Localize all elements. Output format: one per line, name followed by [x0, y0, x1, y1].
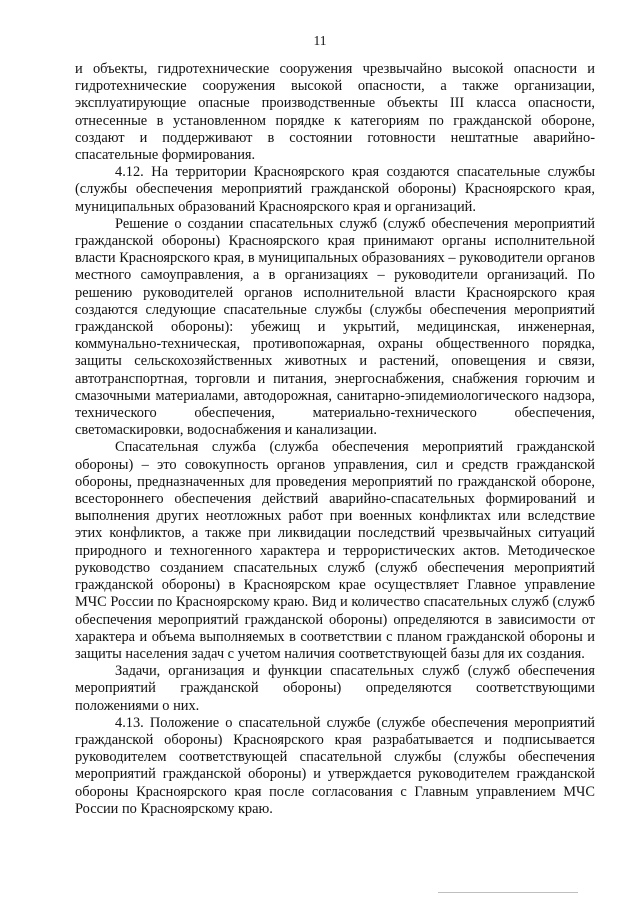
- paragraph-decision-creation: Решение о создании спасательных служб (служб обеспечения мероприятий гражданской обороны) Красноярского края принимают органы исполнительной власти Красноярского края, в муниципальных образованиях – руководители органов местного самоуправления, а в организациях – руководители организаций. По решению руководителей органов исполнительной власти Красноярского края создаются следующие спасательные службы (службы обеспечения мероприятий гражданской обороны): убежищ и укрытий, медицинская, инженерная, коммунально-техническая, противопожарная, охраны общественного порядка, защиты сельскохозяйственных животных и растений, оповещения и связи, автотранспортная, торговли и питания, энергоснабжения, снабжения горючим и смазочными материалами, автодорожная, санитарно-эпидемиологического надзора, технического обеспечения, материально-технического обеспечения, светомаскировки, водоснабжения и канализации.: [75, 215, 595, 439]
- page-number: 11: [313, 33, 327, 48]
- paragraph-4-12: 4.12. На территории Красноярского края создаются спасательные службы (службы обеспечения мероприятий гражданской обороны) Красноярского края, муниципальных образований Красноярского края и организаций.: [75, 164, 595, 215]
- document-body: [75, 61, 595, 818]
- paragraph-4-13: 4.13. Положение о спасательной службе (службе обеспечения мероприятий гражданской обороны) Красноярского края разрабатывается и подписывается руководителем соответствующей спасательной службы (службы обеспечения мероприятий гражданской обороны) и утверждается руководителем гражданской обороны Красноярского края после согласования с Главным управлением МЧС России по Красноярскому краю.: [75, 714, 595, 817]
- bottom-divider: [438, 892, 578, 893]
- paragraph-rescue-service-definition: Спасательная служба (служба обеспечения мероприятий гражданской обороны) – это совокупность органов управления, сил и средств гражданской обороны, предназначенных для проведения мероприятий по гражданской обороне, всестороннего обеспечения действий аварийно-спасательных формирований и выполнения других неотложных работ при военных конфликтах или вследствие этих конфликтов, а также при ликвидации последствий чрезвычайных ситуаций природного и техногенного характера и террористических актов. Методическое руководство созданием спасательных служб (служб обеспечения мероприятий гражданской обороны) в Красноярском крае осуществляет Главное управление МЧС России по Красноярскому краю. Вид и количество спасательных служб (служб обеспечения мероприятий гражданской обороны) определяются в зависимости от характера и объема выполняемых в соответствии с планом гражданской обороны и защиты населения задач с учетом наличия соответствующей базы для их создания.: [75, 439, 595, 662]
- paragraph-tasks: Задачи, организация и функции спасательных служб (служб обеспечения мероприятий гражданской обороны) определяются соответствующими положениями о них.: [75, 663, 595, 714]
- paragraph-continuation: и объекты, гидротехнические сооружения чрезвычайно высокой опасности и гидротехнические сооружения высокой опасности, а также организации, эксплуатирующие опасные производственные объекты III класса опасности, отнесенные в установленном порядке к категориям по гражданской обороне, создают и поддерживают в состоянии готовности нештатные аварийно-спасательные формирования.: [75, 61, 595, 164]
